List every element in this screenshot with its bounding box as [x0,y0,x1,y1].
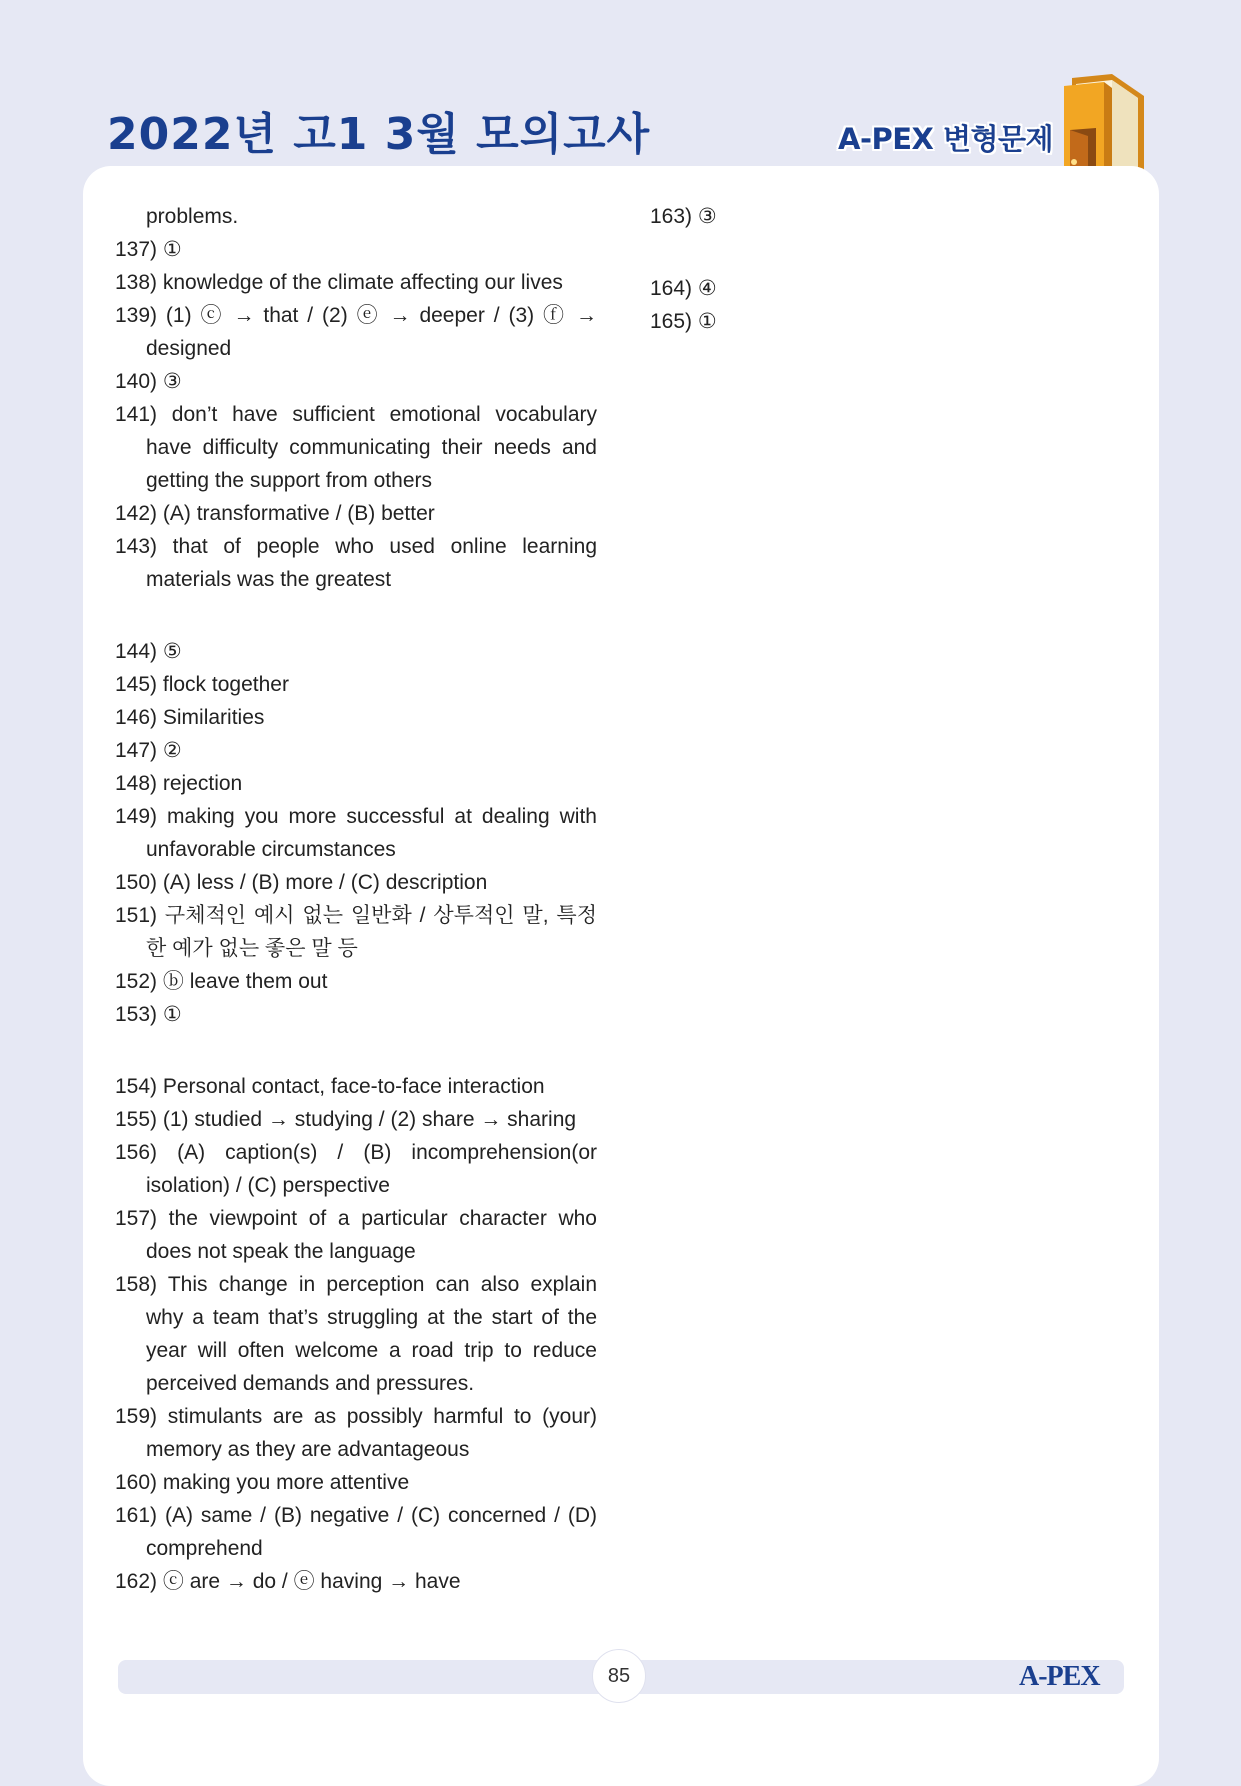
answer-item: 150) (A) less / (B) more / (C) description [115,871,488,894]
answer-item: 151) 구체적인 예시 없는 일반화 / 상투적인 말, 특정한 예가 없는 좋은 말 등 [115,904,597,960]
answer-item: 154) Personal contact, face-to-face interaction [115,1075,545,1098]
spacer [115,1031,597,1070]
answer-item: 161) (A) same / (B) negative / (C) concerned / (D) comprehend [115,1504,597,1560]
answer-item: 160) making you more attentive [115,1471,410,1494]
answer-item: 147) ② [115,739,182,762]
answer-item: 157) the viewpoint of a particular character who does not speak the language [115,1207,597,1263]
answer-item: 158) This change in perception can also explain why a team that’s struggling at the start of the year will often welcome a road trip to reduce perceived demands and pressures. [115,1273,597,1395]
answer-item: 159) stimulants are as possibly harmful to (your) memory as they are advantageous [115,1405,597,1461]
answer-item: 139) (1) ⓒ → that / (2) ⓔ → deeper / (3) ⓕ → designed [115,304,597,360]
answer-item: 149) making you more successful at dealing with unfavorable circumstances [115,805,597,861]
brand-badge: A-PEX 변형문제 [838,122,1054,156]
answer-item: 143) that of people who used online learning materials was the greatest [115,535,597,591]
answer-item: 163) ③ [650,205,717,228]
spacer [115,596,597,635]
answer-item: 145) flock together [115,673,289,696]
answer-item: 146) Similarities [115,706,265,729]
answer-item: 152) ⓑ leave them out [115,970,328,993]
answer-item: 164) ④ [650,277,717,300]
answer-item: 137) ① [115,238,182,261]
footer-logo: A-PEX [1019,1661,1100,1692]
spacer [650,233,950,272]
answer-item: problems. [146,205,239,228]
answer-item: 148) rejection [115,772,243,795]
page-title: 2022년 고1 3월 모의고사 [107,109,651,160]
answer-item: 140) ③ [115,370,182,393]
answer-column-right [650,200,950,338]
answer-column-left [115,200,597,1598]
answer-item: 142) (A) transformative / (B) better [115,502,435,525]
answer-item: 165) ① [650,310,717,333]
page-number: 85 [592,1649,646,1703]
answer-item: 144) ⑤ [115,640,182,663]
answer-item: 156) (A) caption(s) / (B) incomprehension(or isolation) / (C) perspective [115,1141,597,1197]
answer-item: 138) knowledge of the climate affecting our lives [115,271,563,294]
answer-item: 141) don’t have sufficient emotional vocabulary have difficulty communicating their needs and getting the support from others [115,403,597,492]
answer-item: 155) (1) studied → studying / (2) share → sharing [115,1108,577,1131]
answer-item: 153) ① [115,1003,182,1026]
answer-item: 162) ⓒ are → do / ⓔ having → have [115,1570,461,1593]
